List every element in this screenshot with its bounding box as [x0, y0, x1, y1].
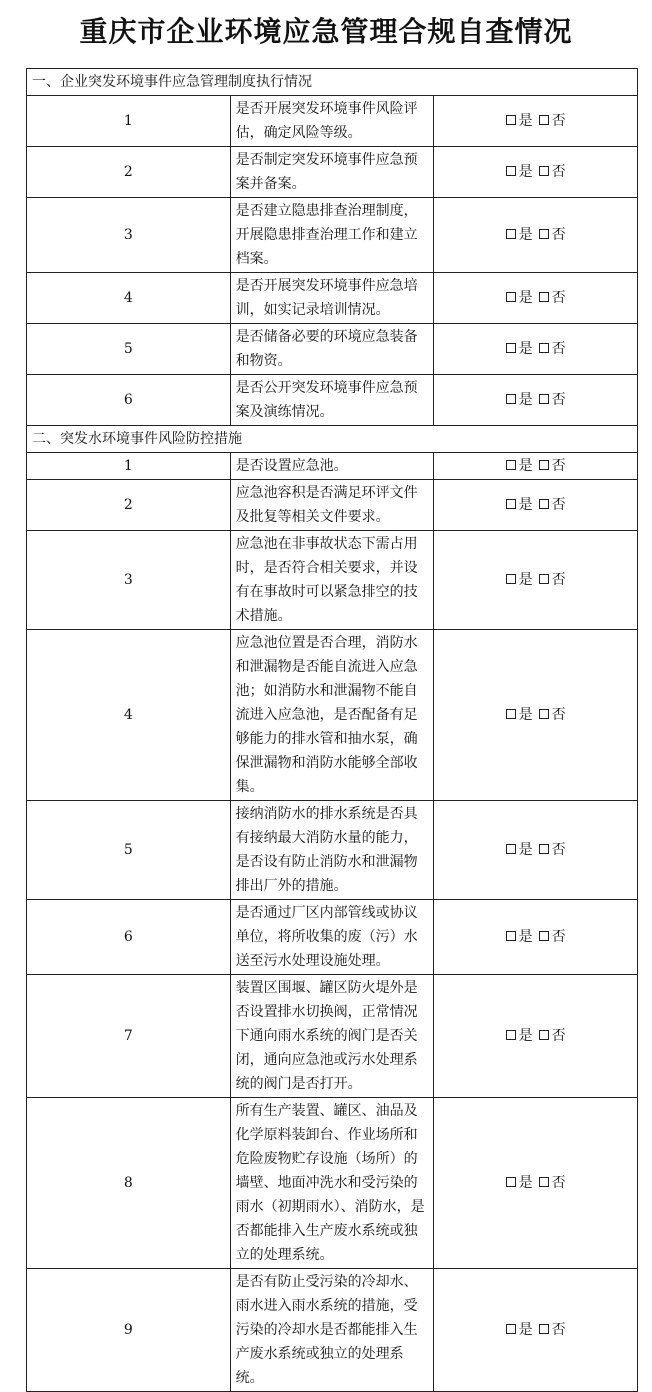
yes-option-label: 是: [518, 341, 533, 357]
yes-option-label: 是: [518, 1028, 533, 1044]
item-number: 1: [27, 453, 231, 480]
yes-option[interactable]: [506, 838, 533, 862]
no-option[interactable]: [539, 1318, 566, 1342]
no-option-label: 否: [551, 929, 566, 945]
no-checkbox[interactable]: [539, 229, 549, 239]
no-option[interactable]: [539, 454, 566, 478]
no-checkbox[interactable]: [539, 1324, 549, 1334]
item-number: 2: [27, 480, 231, 531]
checklist-row: [27, 375, 638, 426]
yes-option-label: 是: [518, 842, 533, 858]
no-option[interactable]: [539, 337, 566, 361]
answer-cell: [434, 630, 638, 801]
answer-cell: [434, 531, 638, 630]
checklist-table: [26, 68, 638, 1392]
item-question: 装置区围堰、罐区防火堤外是否设置排水切换阀，正常情况下通向雨水系统的阀门是否关闭，通向应急池或污水处理系统的阀门是否打开。: [230, 975, 434, 1098]
item-question: 应急池在非事故状态下需占用时，是否符合相关要求，并设有在事故时可以紧急排空的技术措施。: [230, 531, 434, 630]
yes-option-label: 是: [518, 707, 533, 723]
yes-option[interactable]: [506, 388, 533, 412]
checklist-row: [27, 900, 638, 975]
item-number: 6: [27, 375, 231, 426]
yes-option-label: 是: [518, 164, 533, 180]
yes-option[interactable]: [506, 109, 533, 133]
checklist-row: [27, 273, 638, 324]
yes-option-label: 是: [518, 392, 533, 408]
no-option-label: 否: [551, 341, 566, 357]
no-option-label: 否: [551, 1322, 566, 1338]
yes-checkbox[interactable]: [506, 574, 516, 584]
yes-option-label: 是: [518, 458, 533, 474]
yes-option-label: 是: [518, 1322, 533, 1338]
no-checkbox[interactable]: [539, 394, 549, 404]
no-option-label: 否: [551, 497, 566, 513]
answer-cell: [434, 801, 638, 900]
answer-cell: [434, 1098, 638, 1269]
no-option-label: 否: [551, 1028, 566, 1044]
yes-checkbox[interactable]: [506, 499, 516, 509]
no-option[interactable]: [539, 568, 566, 592]
item-number: 5: [27, 801, 231, 900]
no-option-label: 否: [551, 842, 566, 858]
no-option[interactable]: [539, 1024, 566, 1048]
yes-option[interactable]: [506, 1318, 533, 1342]
checklist-row: [27, 324, 638, 375]
answer-cell: [434, 1269, 638, 1392]
yes-checkbox[interactable]: [506, 460, 516, 470]
answer-cell: [434, 96, 638, 147]
item-number: 8: [27, 1098, 231, 1269]
yes-option[interactable]: [506, 454, 533, 478]
answer-cell: [434, 273, 638, 324]
checklist-row: [27, 975, 638, 1098]
no-option[interactable]: [539, 925, 566, 949]
yes-option[interactable]: [506, 703, 533, 727]
answer-cell: [434, 900, 638, 975]
no-option-label: 否: [551, 227, 566, 243]
no-checkbox[interactable]: [539, 292, 549, 302]
section-heading: 二、突发水环境事件风险防控措施: [27, 426, 638, 453]
item-question: 应急池位置是否合理，消防水和泄漏物是否能自流进入应急池；如消防水和泄漏物不能自流进入应急池，是否配备有足够能力的排水管和抽水泵，确保泄漏物和消防水能够全部收集。: [230, 630, 434, 801]
no-option-label: 否: [551, 290, 566, 306]
yes-checkbox[interactable]: [506, 115, 516, 125]
no-option[interactable]: [539, 838, 566, 862]
yes-checkbox[interactable]: [506, 709, 516, 719]
yes-option-label: 是: [518, 290, 533, 306]
item-question: 是否设置应急池。: [230, 453, 434, 480]
no-option-label: 否: [551, 572, 566, 588]
yes-checkbox[interactable]: [506, 166, 516, 176]
no-option[interactable]: [539, 109, 566, 133]
answer-cell: [434, 198, 638, 273]
no-option-label: 否: [551, 392, 566, 408]
item-number: 7: [27, 975, 231, 1098]
item-number: 4: [27, 273, 231, 324]
yes-checkbox[interactable]: [506, 229, 516, 239]
item-number: 5: [27, 324, 231, 375]
yes-option[interactable]: [506, 223, 533, 247]
no-option[interactable]: [539, 286, 566, 310]
yes-option-label: 是: [518, 1175, 533, 1191]
item-question: 应急池容积是否满足环评文件及批复等相关文件要求。: [230, 480, 434, 531]
item-question: 是否储备必要的环境应急装备和物资。: [230, 324, 434, 375]
item-number: 2: [27, 147, 231, 198]
section-heading-row: [27, 426, 638, 453]
yes-option-label: 是: [518, 227, 533, 243]
section-heading: 一、企业突发环境事件应急管理制度执行情况: [27, 69, 638, 96]
yes-option-label: 是: [518, 572, 533, 588]
no-option[interactable]: [539, 703, 566, 727]
item-question: 是否制定突发环境事件应急预案并备案。: [230, 147, 434, 198]
no-option[interactable]: [539, 1171, 566, 1195]
no-checkbox[interactable]: [539, 343, 549, 353]
answer-cell: [434, 324, 638, 375]
yes-checkbox[interactable]: [506, 343, 516, 353]
yes-checkbox[interactable]: [506, 1177, 516, 1187]
checklist-row: [27, 198, 638, 273]
no-option-label: 否: [551, 458, 566, 474]
yes-option[interactable]: [506, 286, 533, 310]
yes-option-label: 是: [518, 113, 533, 129]
no-checkbox[interactable]: [539, 1177, 549, 1187]
yes-option[interactable]: [506, 925, 533, 949]
item-number: 4: [27, 630, 231, 801]
no-option[interactable]: [539, 493, 566, 517]
checklist-row: [27, 1269, 638, 1392]
no-checkbox[interactable]: [539, 115, 549, 125]
yes-option[interactable]: [506, 160, 533, 184]
item-number: 3: [27, 531, 231, 630]
no-option[interactable]: [539, 388, 566, 412]
checklist-row: [27, 480, 638, 531]
answer-cell: [434, 975, 638, 1098]
checklist-row: [27, 630, 638, 801]
yes-option[interactable]: [506, 568, 533, 592]
checklist-row: [27, 531, 638, 630]
yes-checkbox[interactable]: [506, 1324, 516, 1334]
item-question: 是否开展突发环境事件风险评估，确定风险等级。: [230, 96, 434, 147]
no-option-label: 否: [551, 164, 566, 180]
no-checkbox[interactable]: [539, 709, 549, 719]
no-option-label: 否: [551, 1175, 566, 1191]
item-question: 所有生产装置、罐区、油品及化学原料装卸台、作业场所和危险废物贮存设施（场所）的墙壁、地面冲洗水和受污染的雨水（初期雨水）、消防水，是否都能排入生产废水系统或独立的处理系统。: [230, 1098, 434, 1269]
checklist-row: [27, 96, 638, 147]
yes-option[interactable]: [506, 1171, 533, 1195]
answer-cell: [434, 147, 638, 198]
item-number: 1: [27, 96, 231, 147]
checklist-row: [27, 801, 638, 900]
no-checkbox[interactable]: [539, 931, 549, 941]
item-question: 是否有防止受污染的冷却水、雨水进入雨水系统的措施，受污染的冷却水是否都能排入生产废水系统或独立的处理系统。: [230, 1269, 434, 1392]
yes-checkbox[interactable]: [506, 931, 516, 941]
checklist-row: [27, 453, 638, 480]
yes-option[interactable]: [506, 1024, 533, 1048]
no-option[interactable]: [539, 160, 566, 184]
checklist-row: [27, 147, 638, 198]
no-checkbox[interactable]: [539, 460, 549, 470]
yes-option[interactable]: [506, 493, 533, 517]
checklist-row: [27, 1098, 638, 1269]
item-number: 6: [27, 900, 231, 975]
answer-cell: [434, 375, 638, 426]
yes-checkbox[interactable]: [506, 292, 516, 302]
no-checkbox[interactable]: [539, 574, 549, 584]
answer-cell: [434, 453, 638, 480]
item-question: 是否开展突发环境事件应急培训，如实记录培训情况。: [230, 273, 434, 324]
no-checkbox[interactable]: [539, 166, 549, 176]
yes-option-label: 是: [518, 929, 533, 945]
yes-option-label: 是: [518, 497, 533, 513]
no-option-label: 否: [551, 113, 566, 129]
no-checkbox[interactable]: [539, 499, 549, 509]
no-checkbox[interactable]: [539, 1030, 549, 1040]
answer-cell: [434, 480, 638, 531]
item-question: 是否通过厂区内部管线或协议单位，将所收集的废（污）水送至污水处理设施处理。: [230, 900, 434, 975]
item-question: 是否公开突发环境事件应急预案及演练情况。: [230, 375, 434, 426]
no-option-label: 否: [551, 707, 566, 723]
item-number: 3: [27, 198, 231, 273]
yes-checkbox[interactable]: [506, 844, 516, 854]
item-question: 接纳消防水的排水系统是否具有接纳最大消防水量的能力，是否设有防止消防水和泄漏物排出厂外的措施。: [230, 801, 434, 900]
no-checkbox[interactable]: [539, 844, 549, 854]
yes-checkbox[interactable]: [506, 394, 516, 404]
section-heading-row: [27, 69, 638, 96]
yes-option[interactable]: [506, 337, 533, 361]
item-question: 是否建立隐患排查治理制度，开展隐患排查治理工作和建立档案。: [230, 198, 434, 273]
item-number: 9: [27, 1269, 231, 1392]
yes-checkbox[interactable]: [506, 1030, 516, 1040]
no-option[interactable]: [539, 223, 566, 247]
page-title: 重庆市企业环境应急管理合规自查情况: [79, 15, 573, 48]
